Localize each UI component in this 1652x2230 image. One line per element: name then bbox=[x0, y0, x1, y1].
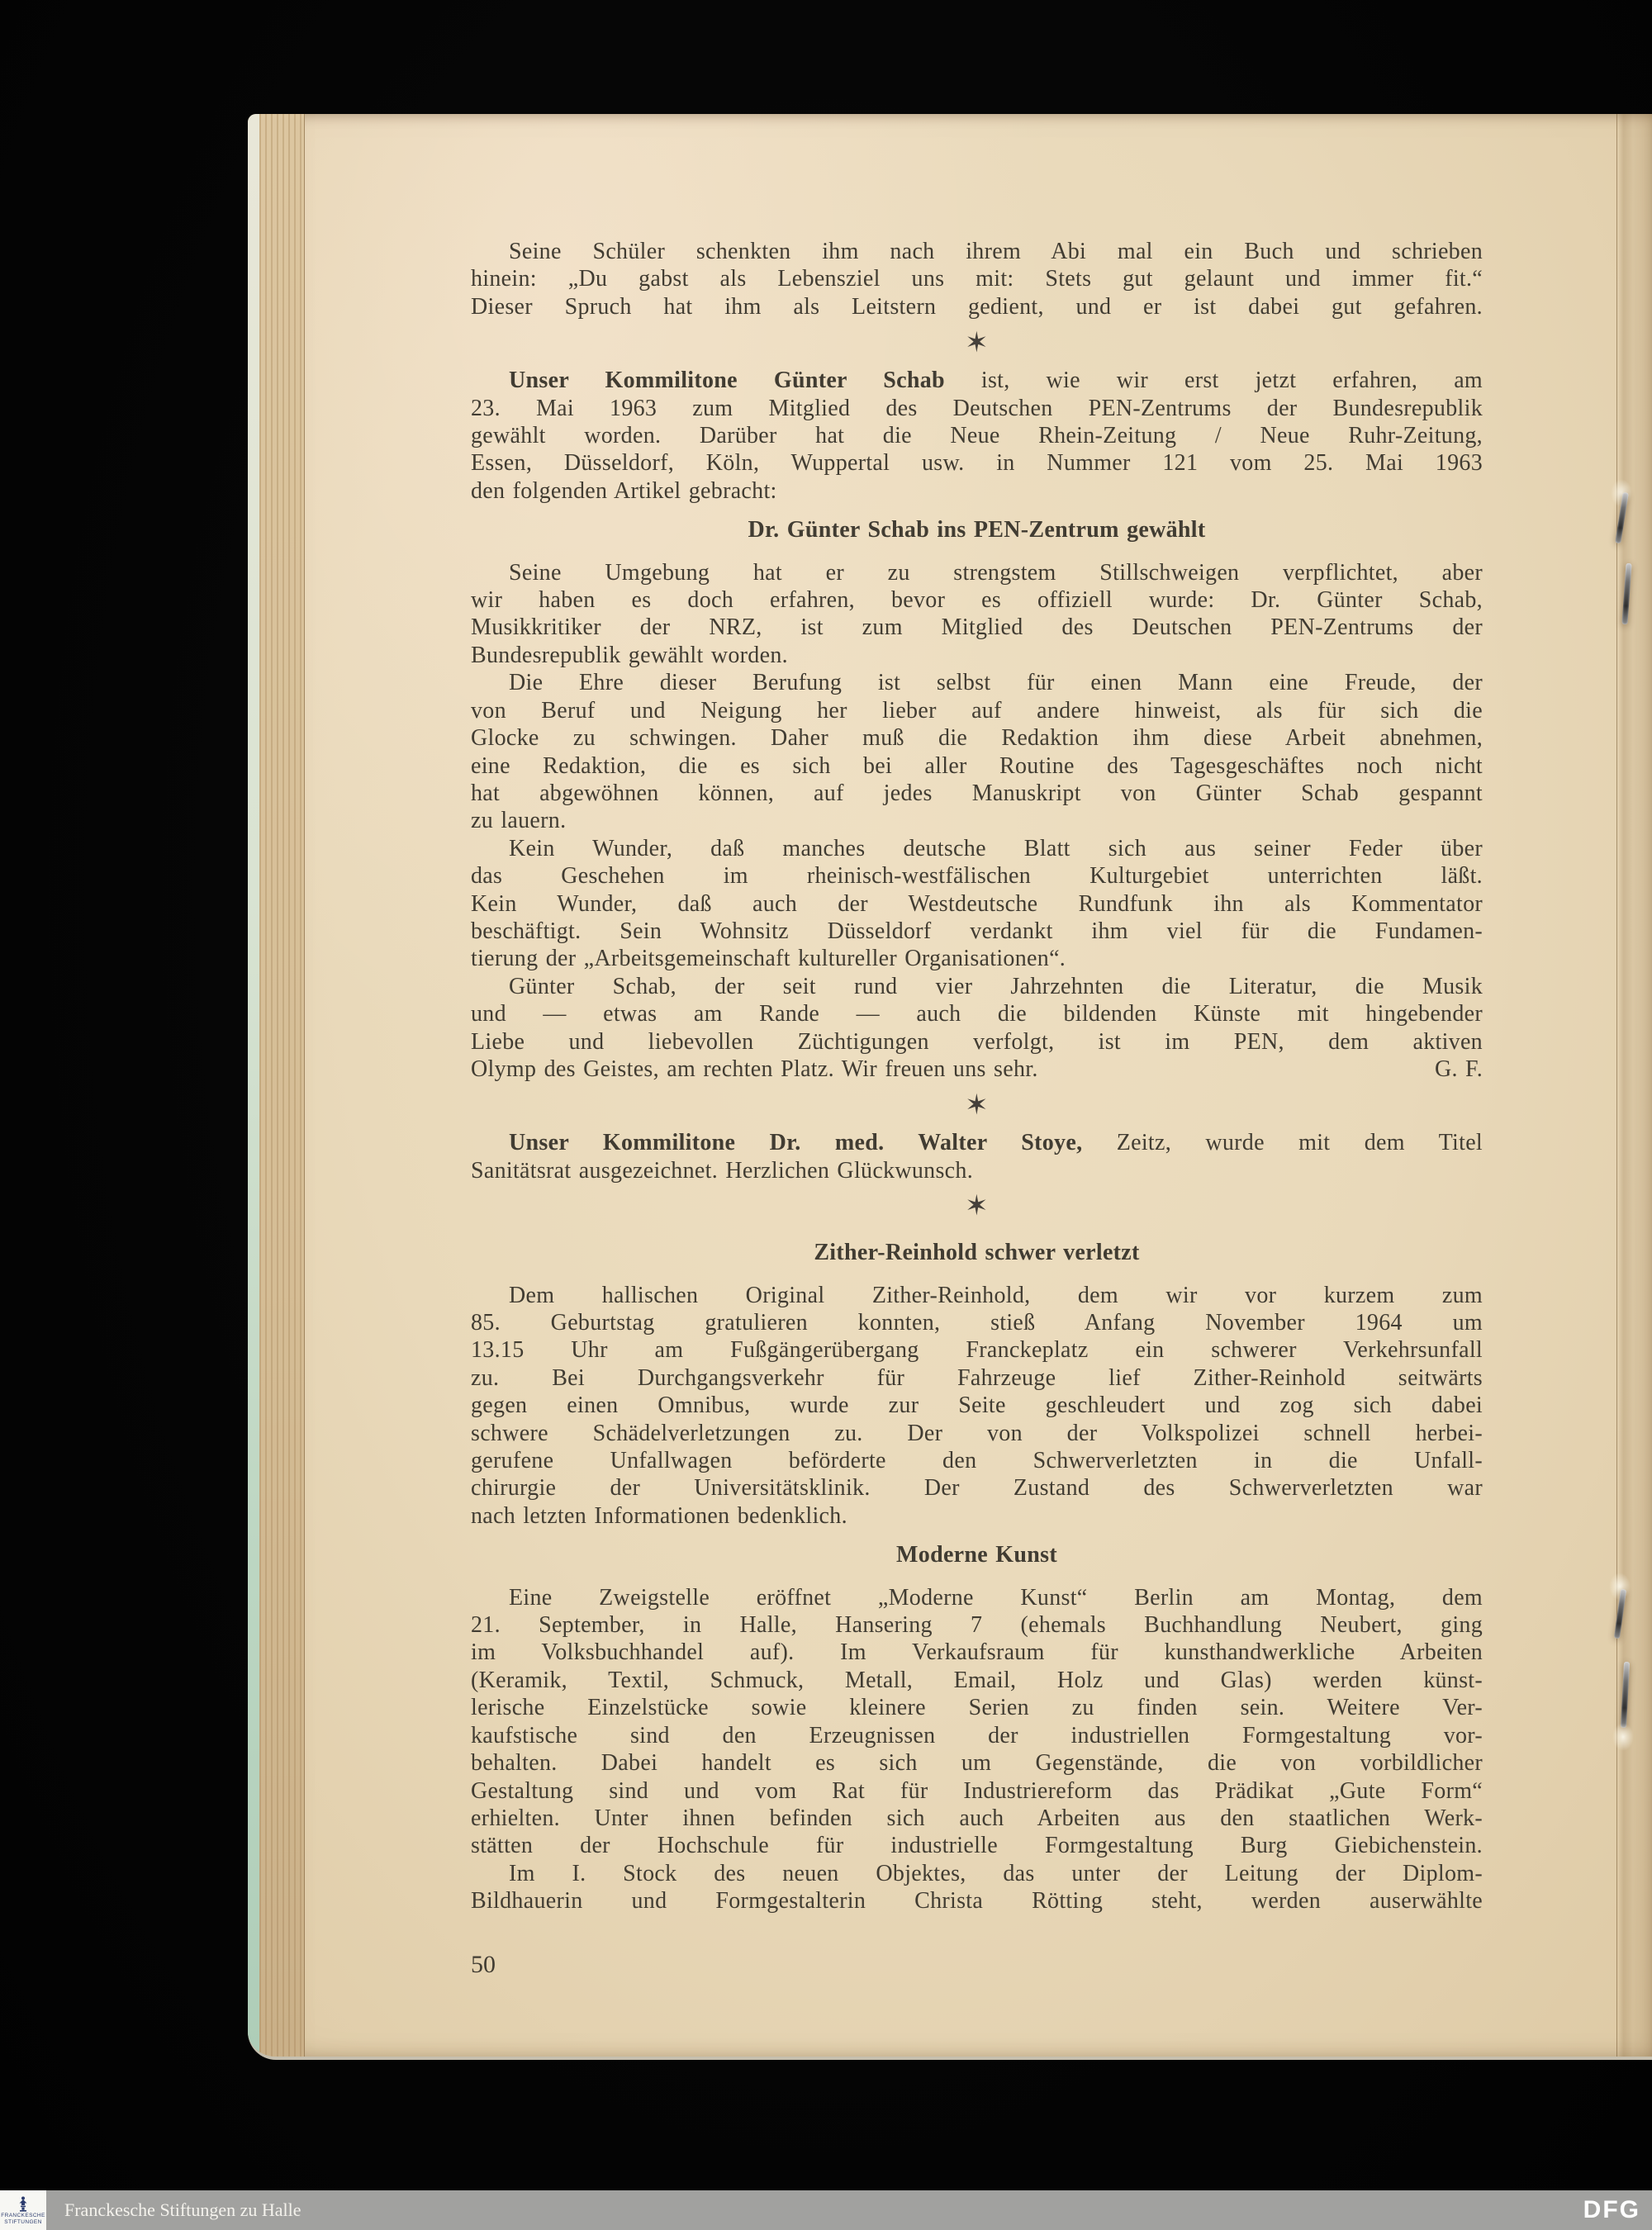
text-run: Im I. Stock des neuen Objektes, das unter der Leitung der Diplom- bbox=[509, 1860, 1483, 1886]
text-line bbox=[471, 1309, 1483, 1336]
signature-initials: G. F. bbox=[1434, 1056, 1483, 1082]
text-run: zu lauern. bbox=[471, 808, 567, 834]
text-line bbox=[471, 724, 1483, 752]
logo-caption-line: STIFTUNGEN bbox=[4, 2219, 42, 2225]
paragraph bbox=[471, 238, 1483, 320]
section-heading: Moderne Kunst bbox=[896, 1542, 1057, 1568]
text-line bbox=[471, 1832, 1483, 1859]
text-run: (Keramik, Textil, Schmuck, Metall, Email, Holz und Glas) werden künst- bbox=[471, 1667, 1483, 1693]
text-run: von Beruf und Neigung her lieber auf andere hinweist, als für sich die bbox=[471, 697, 1483, 724]
text-run: Kein Wunder, daß manches deutsche Blatt sich aus seiner Feder über bbox=[509, 835, 1483, 861]
text-line bbox=[471, 449, 1483, 477]
paragraph bbox=[471, 1129, 1483, 1184]
text-run: chirurgie der Universitätsklinik. Der Zustand des Schwerverletzten war bbox=[471, 1475, 1483, 1502]
text-line bbox=[471, 238, 1483, 265]
text-line bbox=[471, 367, 1483, 394]
paragraph bbox=[471, 669, 1483, 834]
text-run: im Volksbuchhandel auf). Im Verkaufsraum für kunsthandwerkliche Arbeiten bbox=[471, 1639, 1483, 1666]
text-line bbox=[471, 1420, 1483, 1447]
text-line bbox=[471, 1860, 1483, 1887]
institution-logo[interactable] bbox=[0, 2190, 46, 2230]
text-run: Sanitätsrat ausgezeichnet. Herzlichen Glückwunsch. bbox=[471, 1157, 974, 1184]
text-line bbox=[471, 862, 1483, 890]
text-run: hat abgewöhnen können, auf jedes Manuskript von Günter Schab gespannt bbox=[471, 780, 1483, 806]
text-run: Seine Schüler schenkten ihm nach ihrem Abi mal ein Buch und schrieben bbox=[509, 239, 1483, 264]
text-run: 13.15 Uhr am Fußgängerübergang Franckeplatz ein schwerer Verkehrsunfall bbox=[471, 1337, 1483, 1364]
text-line bbox=[471, 1129, 1483, 1156]
paragraph bbox=[471, 835, 1483, 973]
text-line bbox=[471, 293, 1483, 320]
text-run: Zeitz, wurde mit dem Titel bbox=[1082, 1130, 1483, 1156]
text-run: Seine Umgebung hat er zu strengstem Stillschweigen verpflichtet, aber bbox=[509, 559, 1483, 586]
bold-run: Unser Kommilitone Günter Schab bbox=[509, 368, 945, 394]
text-run: und — etwas am Rande — auch die bildenden Künste mit hingebender bbox=[471, 1001, 1483, 1027]
star-separator: ✶ bbox=[965, 325, 989, 359]
text-run: 21. September, in Halle, Hansering 7 (ehemals Buchhandlung Neubert, ging bbox=[471, 1612, 1483, 1639]
paragraph bbox=[471, 559, 1483, 670]
text-line bbox=[471, 1000, 1483, 1027]
text-run: Essen, Düsseldorf, Köln, Wuppertal usw. in Nummer 121 vom 25. Mai 1963 bbox=[471, 450, 1483, 477]
text-line bbox=[471, 1028, 1483, 1056]
paragraph bbox=[471, 973, 1483, 1084]
text-line bbox=[471, 1364, 1483, 1392]
page-stack-edge bbox=[259, 114, 305, 2057]
bold-run: Unser Kommilitone Dr. med. Walter Stoye, bbox=[509, 1130, 1083, 1156]
text-run: nach letzten Informationen bedenklich. bbox=[471, 1502, 847, 1529]
text-line bbox=[471, 835, 1483, 862]
star-separator: ✶ bbox=[965, 1088, 989, 1122]
text-line bbox=[471, 890, 1483, 918]
paragraph bbox=[471, 1860, 1483, 1915]
text-line bbox=[471, 422, 1483, 449]
text-line bbox=[471, 1474, 1483, 1502]
star-separator: ✶ bbox=[965, 1189, 989, 1223]
text-run: Die Ehre dieser Berufung ist selbst für einen Mann eine Freude, der bbox=[509, 670, 1483, 696]
text-run: Dieser Spruch hat ihm als Leitstern gedient, und er ist dabei gut gefahren. bbox=[471, 293, 1483, 320]
text-run: erhielten. Unter ihnen befinden sich auch Arbeiten aus den staatlichen Werk- bbox=[471, 1805, 1483, 1831]
paragraph bbox=[471, 1584, 1483, 1860]
text-line bbox=[471, 1447, 1483, 1474]
text-run: Olymp des Geistes, am rechten Platz. Wir freuen uns sehr. bbox=[471, 1056, 1038, 1082]
section-heading: Dr. Günter Schab ins PEN-Zentrum gewählt bbox=[748, 517, 1206, 543]
text-run: gewählt worden. Darüber hat die Neue Rhein-Zeitung / Neue Ruhr-Zeitung, bbox=[471, 423, 1483, 449]
staple-hole bbox=[1612, 1723, 1634, 1751]
text-line bbox=[471, 1749, 1483, 1777]
text-line bbox=[471, 1887, 1483, 1914]
text-line bbox=[471, 614, 1483, 641]
text-line bbox=[471, 973, 1483, 1000]
text-line bbox=[471, 1502, 1483, 1530]
logo-caption-line: FRANCKESCHE bbox=[1, 2213, 45, 2218]
eagle-emblem-icon bbox=[14, 2195, 32, 2212]
text-run: 23. Mai 1963 zum Mitglied des Deutschen PEN-Zentrums der Bundesrepublik bbox=[471, 395, 1483, 421]
section-heading: Zither-Reinhold schwer verletzt bbox=[814, 1240, 1140, 1266]
text-line bbox=[471, 642, 1483, 669]
text-line bbox=[471, 1336, 1483, 1364]
text-run: beschäftigt. Sein Wohnsitz Düsseldorf verdankt ihm viel für die Fundamen- bbox=[471, 918, 1483, 944]
text-run: Kein Wunder, daß auch der Westdeutsche Rundfunk ihn als Kommentator bbox=[471, 890, 1483, 917]
text-run: ist, wie wir erst jetzt erfahren, am bbox=[944, 368, 1483, 394]
text-run: Gestaltung sind und vom Rat für Industriereform das Prädikat „Gute Form“ bbox=[471, 1777, 1483, 1804]
text-run: 85. Geburtstag gratulieren konnten, stieß Anfang November 1964 um bbox=[471, 1310, 1483, 1336]
text-line bbox=[471, 1056, 1483, 1083]
text-run: das Geschehen im rheinisch-westfälischen Kulturgebiet unterrichten läßt. bbox=[471, 863, 1483, 890]
text-run: den folgenden Artikel gebracht: bbox=[471, 477, 777, 504]
text-line bbox=[471, 780, 1483, 807]
page-number: 50 bbox=[471, 1951, 496, 1978]
text-line bbox=[471, 1157, 1483, 1184]
text-line bbox=[471, 752, 1483, 780]
institution-name: Franckesche Stiftungen zu Halle bbox=[64, 2199, 301, 2220]
text-line bbox=[471, 395, 1483, 422]
page-text bbox=[471, 238, 1483, 1915]
text-run: eine Redaktion, die es sich bei aller Routine des Tagesgeschäftes noch nicht bbox=[471, 752, 1483, 779]
paragraph bbox=[471, 367, 1483, 505]
text-line bbox=[471, 807, 1483, 834]
text-line bbox=[471, 1722, 1483, 1749]
text-run: Glocke zu schwingen. Daher muß die Redaktion ihm diese Arbeit abnehmen, bbox=[471, 725, 1483, 752]
text-run: behalten. Dabei handelt es sich um Gegenstände, die von vorbildlicher bbox=[471, 1750, 1483, 1777]
text-line bbox=[471, 1667, 1483, 1694]
text-run: gerufene Unfallwagen beförderte den Schwerverletzten in die Unfall- bbox=[471, 1448, 1483, 1474]
text-run: kaufstische sind den Erzeugnissen der industriellen Formgestaltung vor- bbox=[471, 1722, 1483, 1748]
text-run: hinein: „Du gabst als Lebensziel uns mit: Stets gut gelaunt und immer fit.“ bbox=[471, 266, 1483, 292]
text-line bbox=[471, 1639, 1483, 1666]
text-run: schwere Schädelverletzungen zu. Der von der Volkspolizei schnell herbei- bbox=[471, 1420, 1483, 1446]
text-run: Dem hallischen Original Zither-Reinhold, dem wir vor kurzem zum bbox=[509, 1282, 1483, 1308]
text-line bbox=[471, 265, 1483, 292]
viewer-footer-bar bbox=[0, 2190, 1652, 2230]
text-line bbox=[471, 559, 1483, 586]
text-run: zu. Bei Durchgangsverkehr für Fahrzeuge lief Zither-Reinhold seitwärts bbox=[471, 1364, 1483, 1391]
text-line bbox=[471, 1282, 1483, 1309]
text-run: lerische Einzelstücke sowie kleinere Serien zu finden sein. Weitere Ver- bbox=[471, 1695, 1483, 1721]
text-line bbox=[471, 586, 1483, 614]
text-run: Musikkritiker der NRZ, ist zum Mitglied des Deutschen PEN-Zentrums der bbox=[471, 614, 1483, 641]
text-line bbox=[471, 1611, 1483, 1639]
text-line bbox=[471, 1777, 1483, 1805]
text-run: Günter Schab, der seit rund vier Jahrzehnten die Literatur, die Musik bbox=[509, 973, 1483, 999]
text-line bbox=[471, 945, 1483, 972]
text-run: gegen einen Omnibus, wurde zur Seite geschleudert und zog sich dabei bbox=[471, 1393, 1483, 1419]
text-line bbox=[471, 1805, 1483, 1832]
dfg-logo[interactable]: DFG bbox=[1583, 2196, 1640, 2223]
text-line bbox=[471, 697, 1483, 724]
text-run: stätten der Hochschule für industrielle Formgestaltung Burg Giebichenstein. bbox=[471, 1833, 1483, 1859]
text-run: Bildhauerin und Formgestalterin Christa Rötting steht, werden auserwählte bbox=[471, 1888, 1483, 1914]
text-run: Eine Zweigstelle eröffnet „Moderne Kunst“ Berlin am Montag, dem bbox=[509, 1584, 1483, 1611]
scanned-page bbox=[248, 114, 1652, 2060]
paragraph bbox=[471, 1282, 1483, 1530]
text-run: wir haben es doch erfahren, bevor es offiziell wurde: Dr. Günter Schab, bbox=[471, 587, 1483, 614]
text-line bbox=[471, 1392, 1483, 1419]
text-line bbox=[471, 477, 1483, 505]
book-cover-edge bbox=[248, 114, 259, 2057]
text-line bbox=[471, 918, 1483, 945]
text-run: Liebe und liebevollen Züchtigungen verfolgt, ist im PEN, dem aktiven bbox=[471, 1028, 1483, 1055]
text-run: Bundesrepublik gewählt worden. bbox=[471, 642, 788, 668]
text-run: tierung der „Arbeitsgemeinschaft kultureller Organisationen“. bbox=[471, 946, 1066, 972]
text-line bbox=[471, 669, 1483, 696]
text-line bbox=[471, 1584, 1483, 1611]
text-line bbox=[471, 1694, 1483, 1721]
